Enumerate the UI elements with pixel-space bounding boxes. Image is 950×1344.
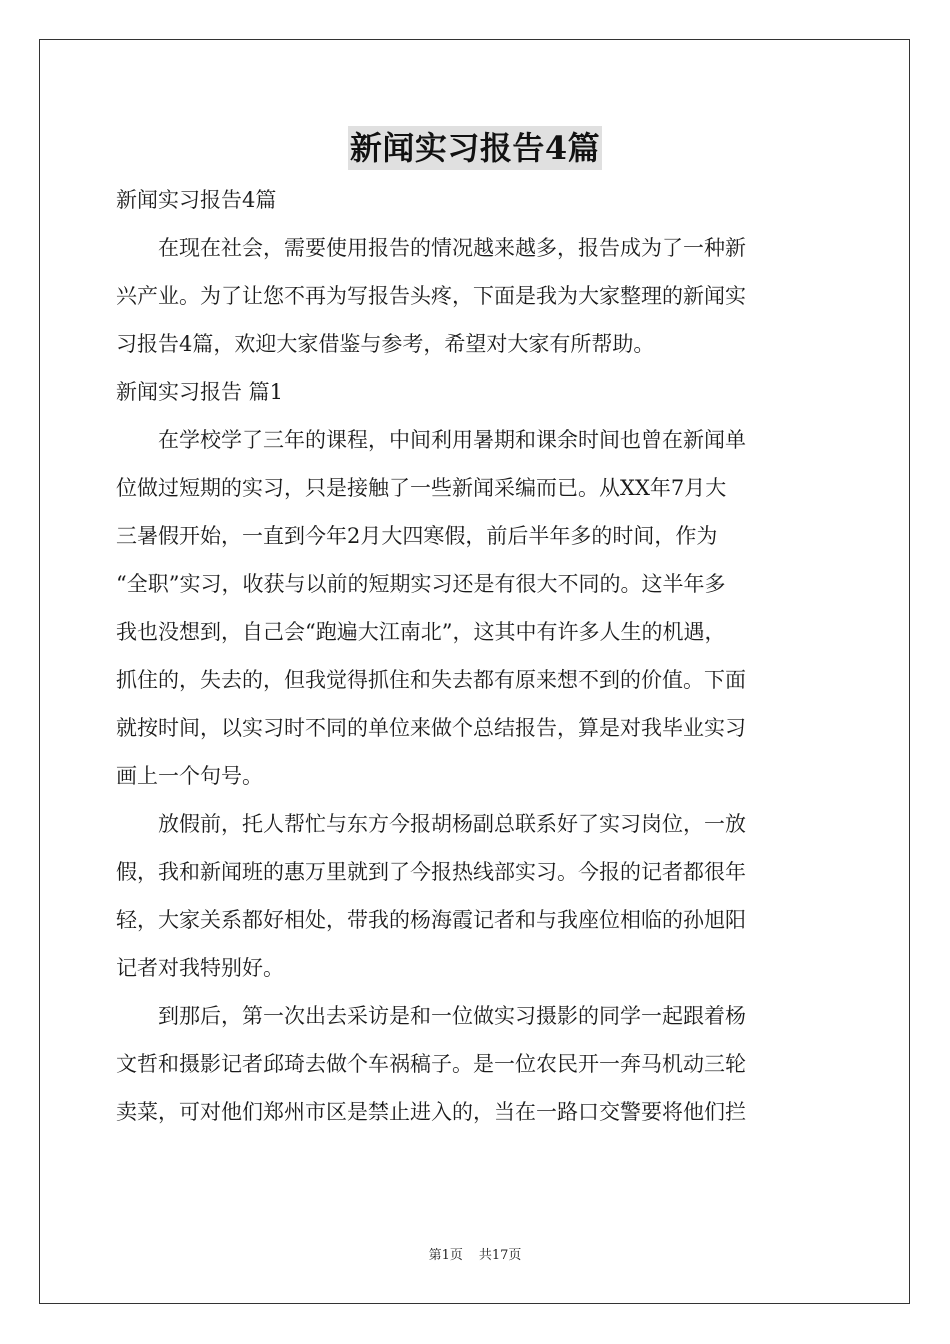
text-line: 放假前，托人帮忙与东方今报胡杨副总联系好了实习岗位，一放 (116, 812, 746, 836)
page-footer (0, 1244, 950, 1263)
text-line: 兴产业。为了让您不再为写报告头疼，下面是我为大家整理的新闻实 (116, 284, 746, 308)
text-line: 我也没想到，自己会“跑遍大江南北”，这其中有许多人生的机遇， (116, 620, 726, 644)
document-body (116, 176, 836, 1136)
text-line: 三暑假开始，一直到今年2月大四寒假，前后半年多的时间，作为 (116, 524, 718, 548)
document-title: 新闻实习报告4篇 (348, 126, 602, 170)
section-heading: 新闻实习报告4篇 (116, 188, 277, 212)
text-line: 记者对我特别好。 (116, 956, 284, 980)
title-area (0, 126, 950, 170)
text-line: 就按时间，以实习时不同的单位来做个总结报告，算是对我毕业实习 (116, 716, 746, 740)
text-line: “全职”实习，收获与以前的短期实习还是有很大不同的。这半年多 (116, 572, 726, 596)
section-heading: 新闻实习报告 篇1 (116, 380, 284, 404)
text-line: 卖菜，可对他们郑州市区是禁止进入的，当在一路口交警要将他们拦 (116, 1100, 746, 1124)
text-line: 位做过短期的实习，只是接触了一些新闻采编而已。从XX年7月大 (116, 476, 727, 500)
text-line: 到那后，第一次出去采访是和一位做实习摄影的同学一起跟着杨 (116, 1004, 746, 1028)
text-line: 画上一个句号。 (116, 764, 263, 788)
text-line: 习报告4篇，欢迎大家借鉴与参考，希望对大家有所帮助。 (116, 332, 655, 356)
text-line: 在学校学了三年的课程，中间利用暑期和课余时间也曾在新闻单 (116, 428, 746, 452)
page-number: 第1页 (428, 1248, 463, 1263)
page-total: 共17页 (478, 1248, 522, 1263)
text-line: 轻，大家关系都好相处，带我的杨海霞记者和与我座位相临的孙旭阳 (116, 908, 746, 932)
text-line: 假，我和新闻班的惠万里就到了今报热线部实习。今报的记者都很年 (116, 860, 746, 884)
text-line: 文哲和摄影记者邱琦去做个车祸稿子。是一位农民开一奔马机动三轮 (116, 1052, 746, 1076)
text-line: 抓住的，失去的，但我觉得抓住和失去都有原来想不到的价值。下面 (116, 668, 746, 692)
text-line: 在现在社会，需要使用报告的情况越来越多，报告成为了一种新 (116, 236, 746, 260)
